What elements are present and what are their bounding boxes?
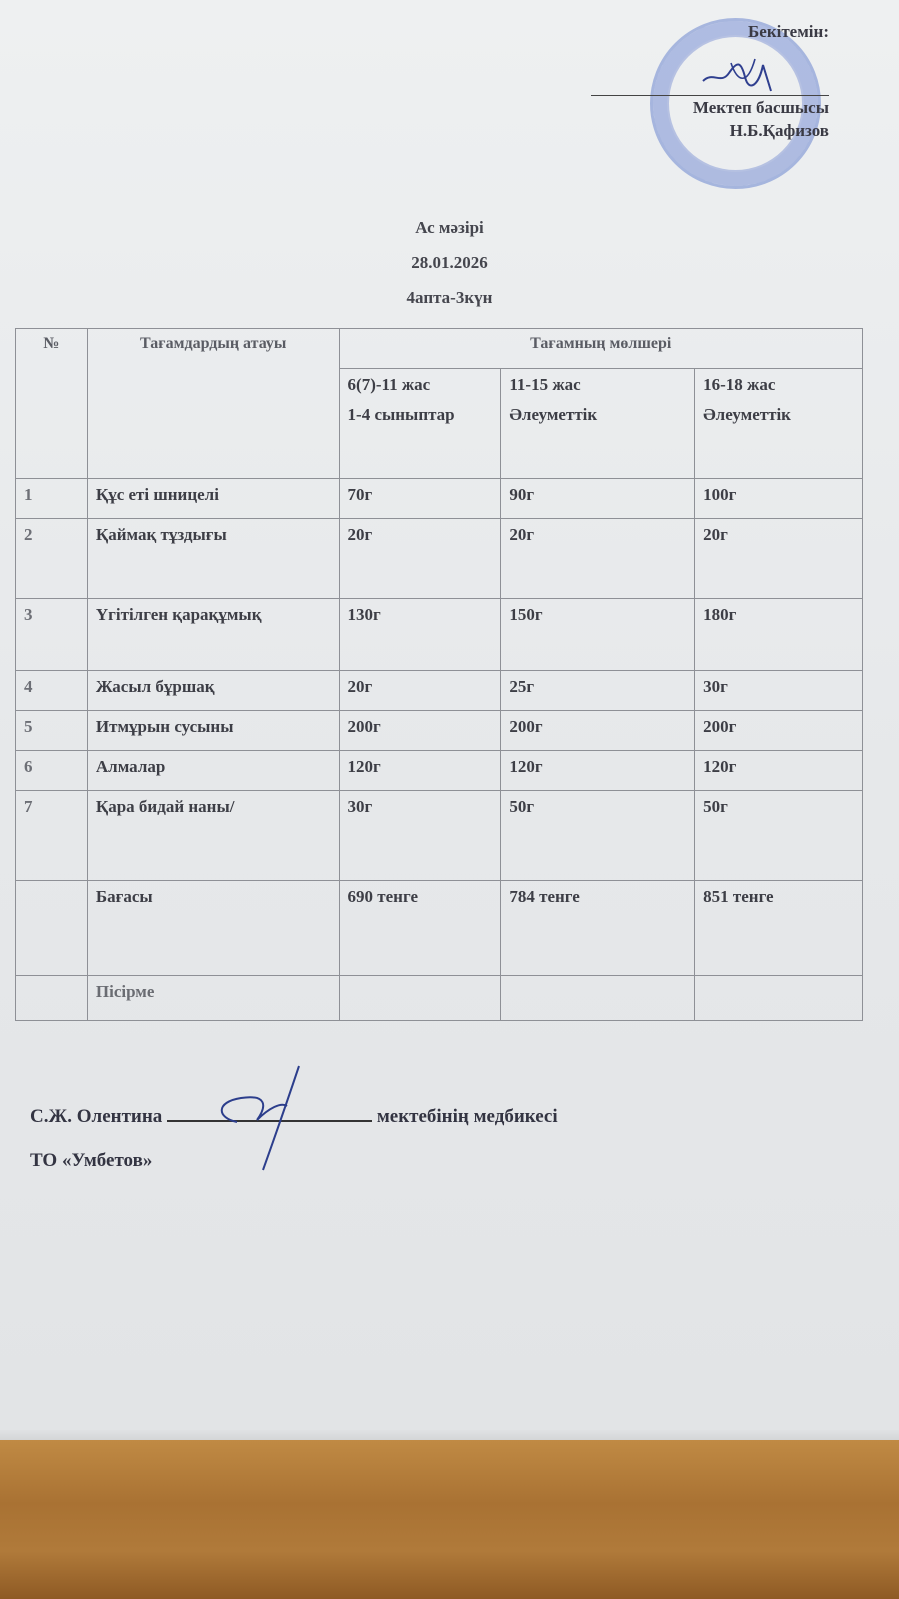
age-group-desc: Әлеуметтік	[509, 405, 598, 424]
row-number: 6	[16, 751, 88, 791]
amount-cell: 20г	[339, 519, 501, 599]
age-group-desc: 1-4 сыныптар	[347, 405, 455, 424]
row-number: 4	[16, 671, 88, 711]
approval-label: Бекітемін:	[748, 22, 829, 41]
amount-cell: 20г	[339, 671, 501, 711]
row-number: 7	[16, 791, 88, 881]
price-cell: 784 тенге	[501, 881, 695, 976]
dish-name: Қаймақ тұздығы	[87, 519, 339, 599]
row-number: 5	[16, 711, 88, 751]
dish-name: Үгітілген қарақұмық	[87, 599, 339, 671]
approval-position: Мектеп басшысы	[692, 98, 829, 117]
amount-cell: 100г	[695, 479, 863, 519]
row-number: 1	[16, 479, 88, 519]
amount-cell: 20г	[501, 519, 695, 599]
amount-cell: 120г	[339, 751, 501, 791]
dish-name: Алмалар	[87, 751, 339, 791]
table-header-row	[16, 329, 863, 369]
table-row	[16, 671, 863, 711]
empty-cell	[695, 976, 863, 1021]
age-group-desc: Әлеуметтік	[703, 405, 791, 424]
nurse-line	[30, 1095, 558, 1139]
amount-cell: 200г	[501, 711, 695, 751]
organization: ТО «Умбетов»	[30, 1150, 153, 1171]
age-group	[501, 369, 695, 479]
approval-block	[591, 20, 829, 142]
director-signature	[701, 51, 781, 99]
dish-name: Қара бидай наны/	[87, 791, 339, 881]
table-row	[16, 479, 863, 519]
menu-table	[15, 328, 863, 1021]
approval-name: Н.Б.Қафизов	[729, 121, 829, 140]
price-label: Бағасы	[87, 881, 339, 976]
price-cell: 690 тенге	[339, 881, 501, 976]
price-row	[16, 881, 863, 976]
age-group	[695, 369, 863, 479]
approval-signature-line	[591, 43, 829, 96]
age-group-age: 6(7)-11 жас	[347, 375, 431, 394]
amount-cell: 120г	[695, 751, 863, 791]
amount-cell: 50г	[695, 791, 863, 881]
dish-name: Итмұрын сусыны	[87, 711, 339, 751]
wooden-desk	[0, 1440, 899, 1599]
menu-week-day: 4апта-3күн	[406, 288, 493, 307]
amount-cell: 50г	[501, 791, 695, 881]
row-number: 2	[16, 519, 88, 599]
col-amount-header: Тағамның мөлшері	[339, 329, 862, 369]
age-group-age: 16-18 жас	[703, 375, 776, 394]
extra-row	[16, 976, 863, 1021]
empty-cell	[16, 976, 88, 1021]
empty-cell	[339, 976, 501, 1021]
col-name-header: Тағамдардың атауы	[87, 329, 339, 479]
menu-date: 28.01.2026	[411, 253, 488, 272]
footer-block	[30, 1095, 558, 1183]
age-group-age: 11-15 жас	[509, 375, 581, 394]
menu-header	[0, 210, 899, 315]
col-num-header: №	[16, 329, 88, 479]
amount-cell: 200г	[695, 711, 863, 751]
dish-name: Құс еті шницелі	[87, 479, 339, 519]
nurse-signature-line	[167, 1100, 372, 1122]
amount-cell: 130г	[339, 599, 501, 671]
page-title: Ас мәзірі	[415, 218, 484, 237]
amount-cell: 180г	[695, 599, 863, 671]
amount-cell: 150г	[501, 599, 695, 671]
amount-cell: 30г	[695, 671, 863, 711]
amount-cell: 90г	[501, 479, 695, 519]
table-row	[16, 711, 863, 751]
nurse-role: мектебінің медбикесі	[376, 1106, 558, 1127]
amount-cell: 120г	[501, 751, 695, 791]
table-row	[16, 519, 863, 599]
age-group	[339, 369, 501, 479]
table-row	[16, 751, 863, 791]
amount-cell: 200г	[339, 711, 501, 751]
amount-cell: 30г	[339, 791, 501, 881]
nurse-signature	[207, 1062, 317, 1172]
amount-cell: 20г	[695, 519, 863, 599]
empty-cell	[501, 976, 695, 1021]
table-row	[16, 599, 863, 671]
row-number: 3	[16, 599, 88, 671]
price-cell: 851 тенге	[695, 881, 863, 976]
amount-cell: 25г	[501, 671, 695, 711]
nurse-name: С.Ж. Олентина	[30, 1106, 163, 1127]
amount-cell: 70г	[339, 479, 501, 519]
empty-cell	[16, 881, 88, 976]
extra-label: Пісірме	[87, 976, 339, 1021]
table-row	[16, 791, 863, 881]
dish-name: Жасыл бұршақ	[87, 671, 339, 711]
